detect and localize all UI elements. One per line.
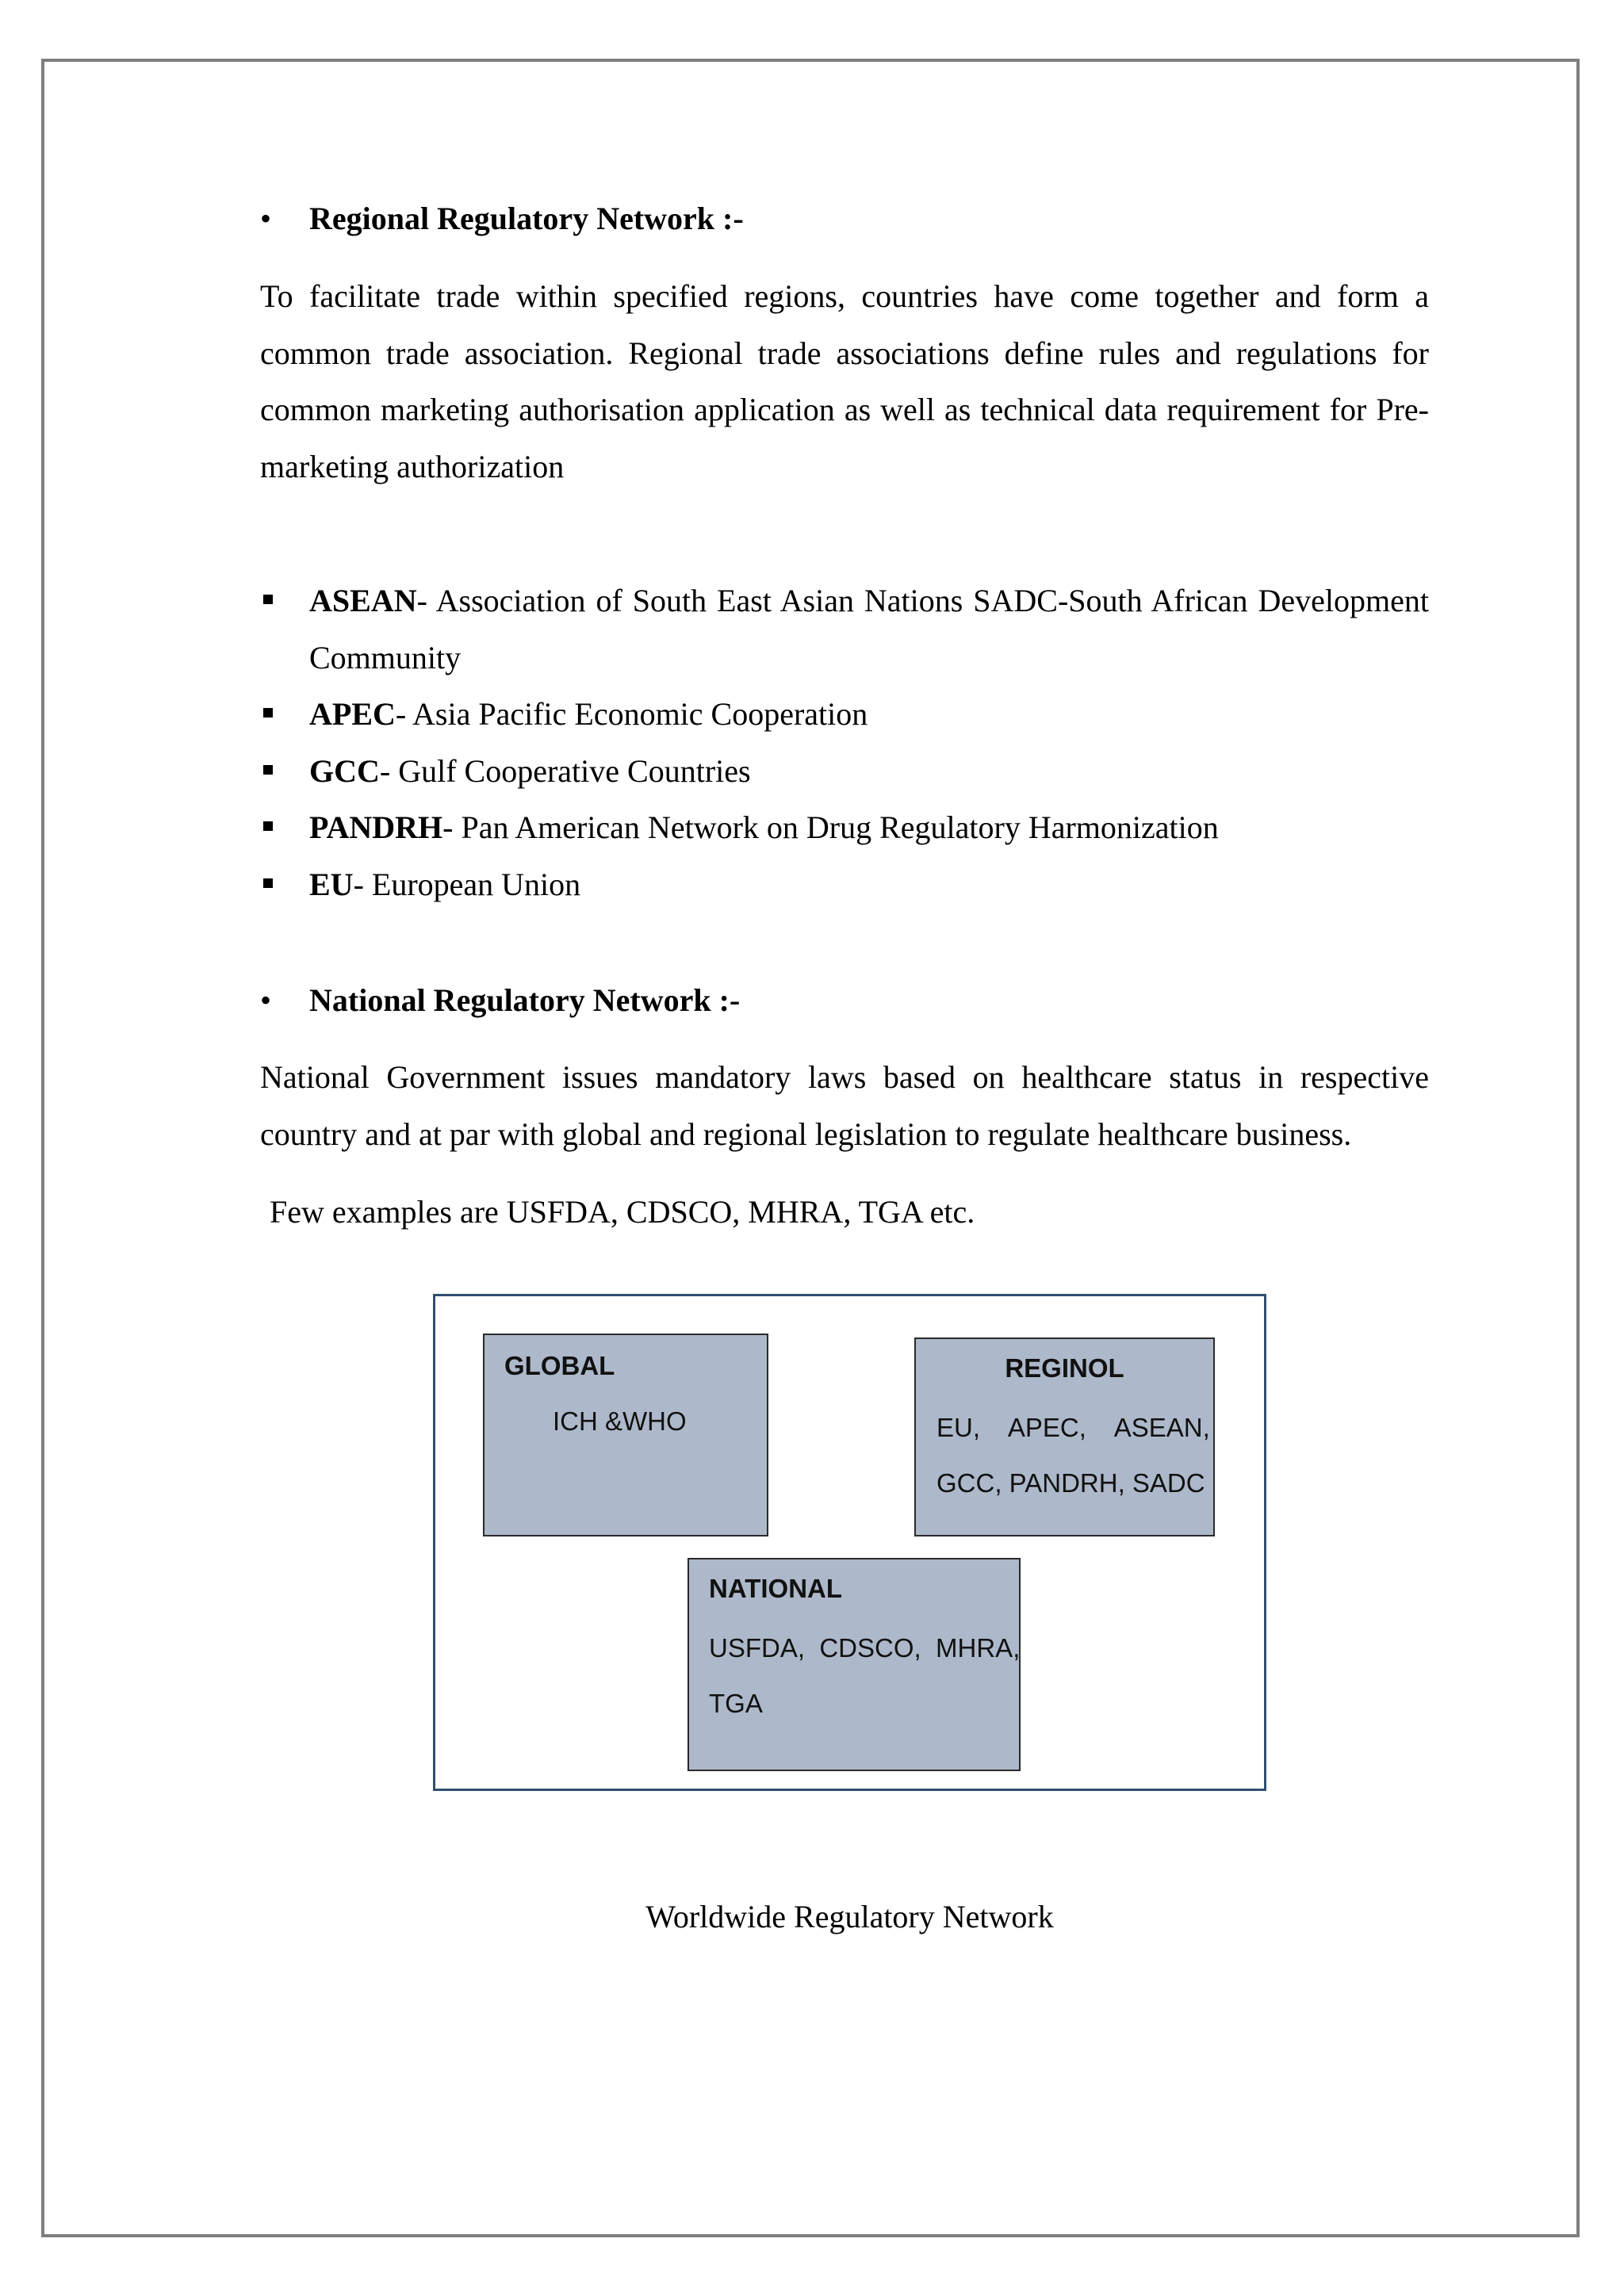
list-item	[260, 686, 1429, 743]
national-box-title: NATIONAL	[709, 1574, 843, 1603]
national-box-line1: USFDA, CDSCO, MHRA,	[709, 1633, 1021, 1663]
list-item-desc: - Pan American Network on Drug Regulatory Harmonization	[442, 809, 1219, 845]
list-item	[260, 856, 1429, 913]
list-item-abbr: ASEAN	[309, 583, 417, 618]
global-box-body: ICH &WHO	[553, 1406, 687, 1436]
bullet-dot: •	[260, 982, 272, 1018]
list-item	[260, 743, 1429, 800]
square-bullet	[263, 595, 273, 604]
list-item-desc: - European Union	[353, 866, 581, 902]
figure-caption: Worldwide Regulatory Network	[645, 1899, 1054, 1934]
regional-box-title: REGINOL	[1005, 1353, 1124, 1383]
list-item-abbr: EU	[309, 866, 354, 902]
square-bullet	[263, 765, 273, 775]
national-heading	[260, 977, 740, 1024]
national-examples: Few examples are USFDA, CDSCO, MHRA, TGA etc.	[270, 1194, 975, 1230]
list-item-desc: - Asia Pacific Economic Cooperation	[395, 696, 868, 732]
bullet-dot: •	[260, 201, 272, 236]
regulatory-network-diagram	[433, 1294, 1266, 1791]
global-box-title: GLOBAL	[504, 1351, 615, 1380]
square-bullet	[263, 878, 273, 888]
regional-box-line1: EU, APEC, ASEAN,	[936, 1413, 1210, 1442]
national-box	[688, 1558, 1021, 1771]
list-item-desc: - Association of South East Asian Nations SADC-South African Development Community	[309, 583, 1429, 675]
regional-heading	[260, 195, 744, 243]
regional-heading-text: Regional Regulatory Network :-	[309, 201, 744, 236]
regional-box	[914, 1337, 1215, 1536]
list-item	[260, 799, 1429, 856]
national-box-line2: TGA	[709, 1689, 763, 1718]
square-bullet	[263, 821, 273, 831]
national-paragraph: National Government issues mandatory laws based on healthcare status in respective country and at par with global and regional legislation to regulate healthcare business.	[260, 1059, 1429, 1152]
list-item-abbr: APEC	[309, 696, 396, 732]
global-box	[483, 1334, 768, 1536]
list-item-abbr: PANDRH	[309, 809, 443, 845]
national-heading-text: National Regulatory Network :-	[309, 982, 741, 1018]
list-item	[260, 572, 1429, 686]
list-item-desc: - Gulf Cooperative Countries	[379, 752, 751, 789]
regional-list	[260, 572, 1429, 913]
regional-box-line2: GCC, PANDRH, SADC	[936, 1468, 1205, 1498]
square-bullet	[263, 708, 273, 718]
list-item-abbr: GCC	[309, 752, 380, 789]
regional-paragraph: To facilitate trade within specified regions, countries have come together and form a common trade association. Regional trade associations define rules and regulations for common marketing authorisation application as well as technical data requirement for Pre-marketing authorization	[260, 278, 1429, 484]
